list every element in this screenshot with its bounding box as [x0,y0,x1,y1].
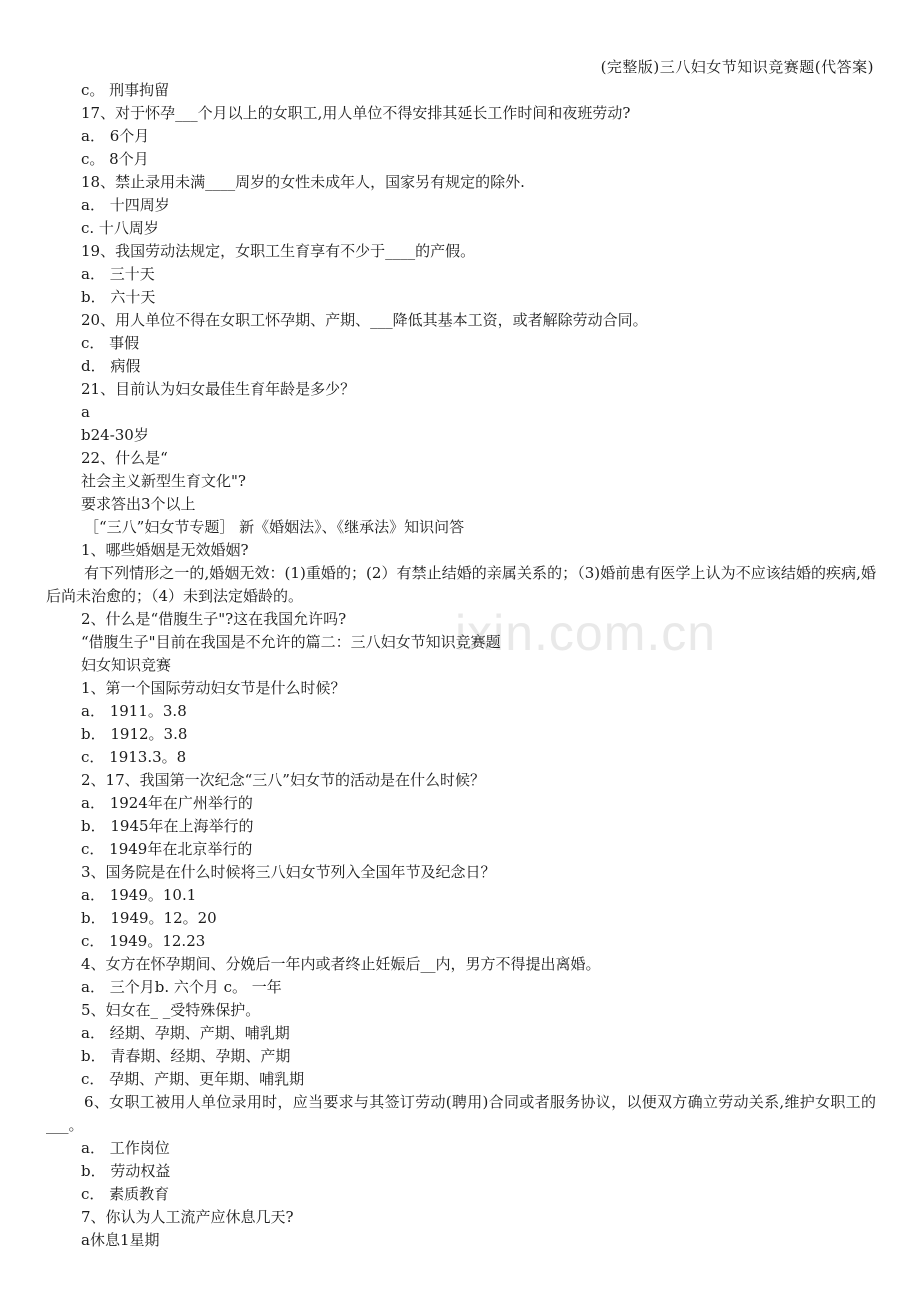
text-line: 社会主义新型生育文化"? [81,472,246,490]
text-line: c。 8个月 [81,150,149,168]
section-heading: ［“三八”妇女节专题］ 新《婚姻法》、《继承法》知识问答 [84,518,465,536]
text-line: c． 1913.3。8 [81,748,187,766]
text-line: a休息1星期 [81,1231,160,1249]
question-paragraph: 6、女职工被用人单位录用时，应当要求与其签订劳动(聘用)合同或者服务协议，以便双方确立劳动关系,维护女职工的___。 [46,1093,876,1134]
text-line: a． 十四周岁 [81,196,170,214]
answer-paragraph: 有下列情形之一的,婚姻无效：(1)重婚的；(2）有禁止结婚的亲属关系的；（3)婚前患有医学上认为不应该结婚的疾病,婚后尚未治愈的；（4）未到法定婚龄的。 [46,564,876,605]
text-line: b． 1912。3.8 [81,725,188,743]
text-line: c． 事假 [81,334,140,352]
text-line: b． 1945年在上海举行的 [81,817,254,835]
text-line: 3、国务院是在什么时候将三八妇女节列入全国年节及纪念日？ [81,863,496,881]
text-line: c． 1949年在北京举行的 [81,840,253,858]
text-line: a． 6个月 [81,127,150,145]
text-line: 20、用人单位不得在女职工怀孕期、产期、___降低其基本工资，或者解除劳动合同。 [81,311,648,329]
text-line: 4、女方在怀孕期间、分娩后一年内或者终止妊娠后__内，男方不得提出离婚。 [81,955,601,973]
text-line: b． 1949。12。20 [81,909,217,927]
text-line: 5、妇女在_ _受特殊保护。 [81,1001,261,1019]
text-line: 18、禁止录用未满____周岁的女性未成年人，国家另有规定的除外. [81,173,525,191]
text-line: 22、什么是“ [81,449,168,467]
text-line: a． 1949。10.1 [81,886,197,904]
text-line: a． 1924年在广州举行的 [81,794,253,812]
text-line: 19、我国劳动法规定，女职工生育享有不少于____的产假。 [81,242,476,260]
text-line: 2、17、我国第一次纪念“三八”妇女节的活动是在什么时候？ [81,771,485,789]
text-line: “借腹生子"目前在我国是不允许的篇二：三八妇女节知识竞赛题 [81,633,501,651]
text-line: c。 刑事拘留 [81,81,170,99]
text-line: 17、对于怀孕___个月以上的女职工,用人单位不得安排其延长工作时间和夜班劳动? [81,104,631,122]
text-line: a． 经期、孕期、产期、哺乳期 [81,1024,290,1042]
page-header: (完整版)三八妇女节知识竞赛题(代答案) [600,58,874,76]
text-line: 2、什么是“借腹生子"?这在我国允许吗? [81,610,347,628]
text-line: b． 六十天 [81,288,156,306]
text-line: 7、你认为人工流产应休息几天? [81,1208,294,1226]
text-line: 1、哪些婚姻是无效婚姻? [81,541,249,559]
text-line: c． 1949。12.23 [81,932,206,950]
text-line: c． 素质教育 [81,1185,170,1203]
text-line: b． 劳动权益 [81,1162,171,1180]
text-line: b24-30岁 [81,426,149,444]
text-line: a． 三十天 [81,265,155,283]
text-line: d． 病假 [81,357,141,375]
text-line: c． 孕期、产期、更年期、哺乳期 [81,1070,305,1088]
text-line: 妇女知识竞赛 [81,656,172,674]
text-line: c. 十八周岁 [81,219,159,237]
text-line: 要求答出3个以上 [81,495,196,513]
watermark: ixin.com.cn [455,605,717,661]
text-line: b． 青春期、经期、孕期、产期 [81,1047,291,1065]
text-line: a [81,403,90,421]
text-line: 1、第一个国际劳动妇女节是什么时候？ [81,679,346,697]
text-line: a． 三个月b. 六个月 c。 一年 [81,978,282,996]
document-body [46,79,876,1252]
text-line: a． 工作岗位 [81,1139,170,1157]
text-line: 21、目前认为妇女最佳生育年龄是多少？ [81,380,356,398]
text-line: a． 1911。3.8 [81,702,187,720]
